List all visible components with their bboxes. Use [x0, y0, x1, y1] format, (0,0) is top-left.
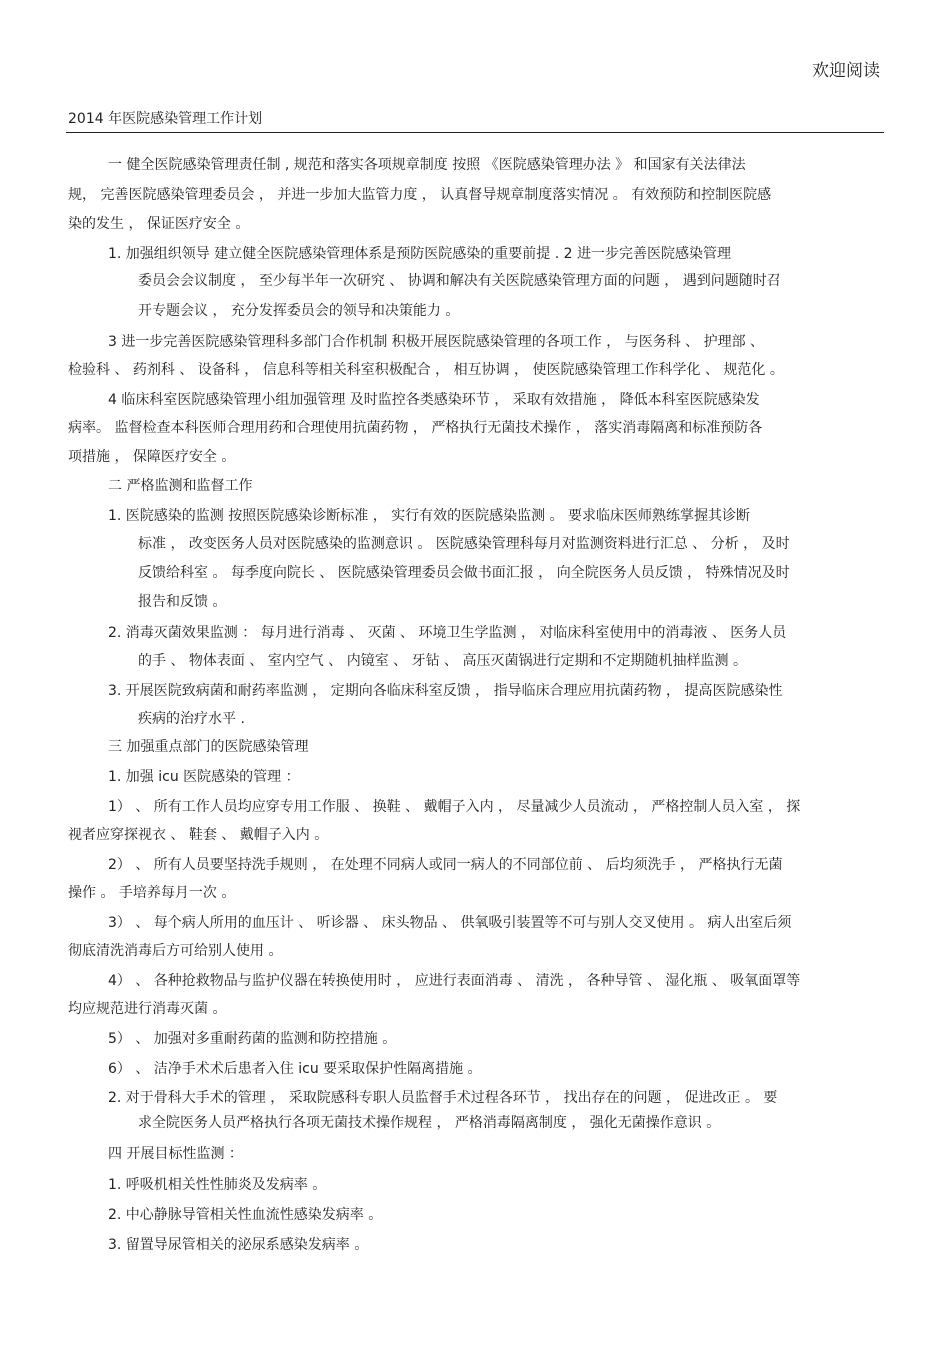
body-line: 操作 。 手培养每月一次 。: [68, 885, 236, 901]
list-item: 1. 呼吸机相关性性肺炎及发病率 。: [108, 1177, 327, 1193]
body-line: 病率。 监督检查本科医师合理用药和合理使用抗菌药物 ， 严格执行无菌技术操作 ， 落实消毒隔离和标准预防各: [68, 420, 763, 436]
body-line: 3 进一步完善医院感染管理科多部门合作机制 积极开展医院感染管理的各项工作 ， 与医务科 、 护理部 、: [108, 334, 765, 350]
list-item: 2. 中心静脉导管相关性血流性感染发病率 。: [108, 1207, 383, 1223]
body-line: 1） 、 所有工作人员均应穿专用工作服 、 换鞋 、 戴帽子入内 ， 尽量减少人员流动 ， 严格控制人员入室 ， 探: [108, 799, 801, 815]
body-line: 1. 加强组织领导 建立健全医院感染管理体系是预防医院感染的重要前提 . 2 进一步完善医院感染管理: [108, 246, 731, 262]
body-line: 开专题会议 ， 充分发挥委员会的领导和决策能力 。: [138, 303, 460, 319]
list-item: 3. 留置导尿管相关的泌尿系感染发病率 。: [108, 1237, 369, 1253]
body-line: 4） 、 各种抢救物品与监护仪器在转换使用时 ， 应进行表面消毒 、 清洗 ， 各种导管 、 湿化瓶 、 吸氧面罩等: [108, 973, 801, 989]
section-heading: 三 加强重点部门的医院感染管理: [108, 739, 309, 755]
body-line: 委员会会议制度 ， 至少每半年一次研究 、 协调和解决有关医院感染管理方面的问题 ， 遇到问题随时召: [138, 273, 781, 289]
body-line: 检验科 、 药剂科 、 设备科 ， 信息科等相关科室积极配合 ， 相互协调 ， 使医院感染管理工作科学化 、 规范化 。: [68, 362, 784, 378]
body-line: 3） 、 每个病人所用的血压计 、 听诊器 、 床头物品 、 供氧吸引装置等不可与别人交叉使用 。 病人出室后须: [108, 915, 792, 931]
body-line: 1. 加强 icu 医院感染的管理 ：: [108, 769, 300, 785]
body-line: 染的发生 ， 保证医疗安全 。: [68, 216, 250, 232]
body-line: 求全院医务人员严格执行各项无菌技术操作规程 ， 严格消毒隔离制度 ， 强化无菌操作意识 。: [138, 1115, 721, 1131]
section-heading: 二 严格监测和监督工作: [108, 478, 253, 494]
body-line: 2. 对于骨科大手术的管理 ， 采取院感科专职人员监督手术过程各环节 ， 找出存在的问题 ， 促进改正 。 要: [108, 1090, 778, 1106]
body-line: 5） 、 加强对多重耐药菌的监测和防控措施 。: [108, 1031, 397, 1047]
body-line: 6） 、 洁净手术术后患者入住 icu 要采取保护性隔离措施 。: [108, 1061, 482, 1077]
body-line: 的手 、 物体表面 、 室内空气 、 内镜室 、 牙钻 、 高压灭菌锅进行定期和不定期随机抽样监测 。: [138, 653, 747, 669]
body-line: 一 健全医院感染管理责任制 , 规范和落实各项规章制度 按照 《医院感染管理办法 》 和国家有关法律法: [108, 157, 746, 173]
body-line: 3. 开展医院致病菌和耐药率监测 ， 定期向各临床科室反馈 ， 指导临床合理应用抗菌药物 ， 提高医院感染性: [108, 683, 783, 699]
body-line: 标准 ， 改变医务人员对医院感染的监测意识 。 医院感染管理科每月对监测资料进行汇总 、 分析 ， 及时: [138, 536, 790, 552]
body-line: 项措施 ， 保障医疗安全 。: [68, 449, 236, 465]
body-line: 彻底清洗消毒后方可给别人使用 。: [68, 943, 283, 959]
body-line: 1. 医院感染的监测 按照医院感染诊断标准 ， 实行有效的医院感染监测 。 要求临床医师熟练掌握其诊断: [108, 508, 751, 524]
body-line: 疾病的治疗水平 .: [138, 711, 245, 727]
body-line: 4 临床科室医院感染管理小组加强管理 及时监控各类感染环节 ， 采取有效措施 ， 降低本科室医院感染发: [108, 392, 760, 408]
body-line: 报告和反馈 。: [138, 594, 227, 610]
body-line: 2） 、 所有人员要坚持洗手规则 ， 在处理不同病人或同一病人的不同部位前 、 后均须洗手 ， 严格执行无菌: [108, 857, 783, 873]
section-heading: 四 开展目标性监测 ：: [108, 1146, 243, 1162]
body-line: 反馈给科室 。 每季度向院长 、 医院感染管理委员会做书面汇报 ， 向全院医务人员反馈 ， 特殊情况及时: [138, 565, 790, 581]
header-rule: [66, 132, 884, 133]
body-line: 视者应穿探视衣 、 鞋套 、 戴帽子入内 。: [68, 827, 329, 843]
body-line: 规， 完善医院感染管理委员会 ， 并进一步加大监管力度 ， 认真督导规章制度落实情况 。 有效预防和控制医院感: [68, 187, 772, 203]
page-header-label: 欢迎阅读: [812, 61, 880, 81]
document-title: 2014 年医院感染管理工作计划: [68, 111, 263, 127]
body-line: 均应规范进行消毒灭菌 。: [68, 1001, 227, 1017]
body-line: 2. 消毒灭菌效果监测 ： 每月进行消毒 、 灭菌 、 环境卫生学监测 ， 对临床科室使用中的消毒液 、 医务人员: [108, 625, 787, 641]
